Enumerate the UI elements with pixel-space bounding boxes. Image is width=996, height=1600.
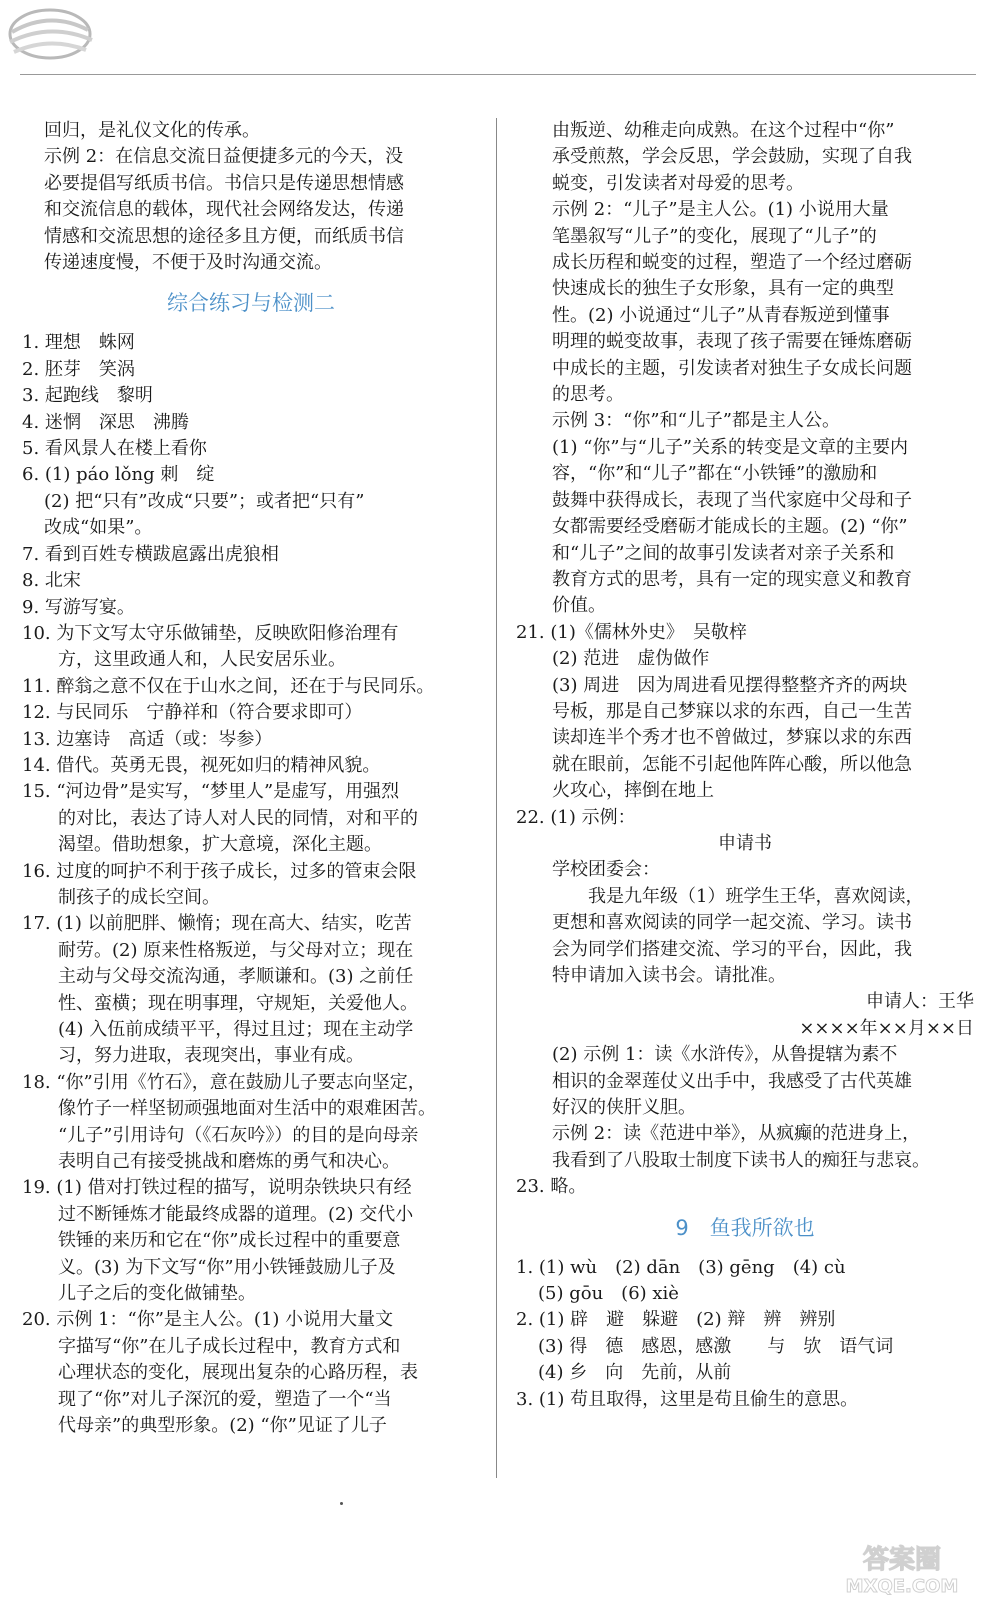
text-line: 5. 看风景人在楼上看你 bbox=[22, 438, 207, 460]
section-heading: 综合练习与检测二 bbox=[167, 291, 335, 316]
text-line: 表明自己有接受挑战和磨炼的勇气和决心。 bbox=[58, 1151, 400, 1173]
text-line: 示例 2：在信息交流日益便捷多元的今天，没 bbox=[44, 146, 404, 168]
text-line: 女都需要经受磨砺才能成长的主题。(2) “你” bbox=[552, 516, 908, 538]
text-line: 更想和喜欢阅读的同学一起交流、学习。读书 bbox=[552, 912, 912, 934]
text-line: (2) 示例 1：读《水浒传》，从鲁提辖为素不 bbox=[552, 1044, 898, 1066]
text-line: 4. 迷惘 深思 沸腾 bbox=[22, 411, 189, 433]
text-line: 13. 边塞诗 高适（或：岑参） bbox=[22, 728, 273, 750]
text-line: 传递速度慢，不便于及时沟通交流。 bbox=[44, 252, 332, 274]
text-line: 19. (1) 借对打铁过程的描写，说明杂铁块只有经 bbox=[22, 1177, 412, 1199]
text-line: 9. 写游写宴。 bbox=[22, 596, 135, 618]
text-line: 和交流信息的载体，现代社会网络发达，传递 bbox=[44, 199, 404, 221]
watermark-text: 答案圈 bbox=[862, 1545, 942, 1575]
text-line: 申请书 bbox=[718, 832, 772, 854]
text-line: (4) 入伍前成绩平平，得过且过；现在主动学 bbox=[58, 1019, 414, 1040]
text-line: (1) “你”与“儿子”关系的转变是文章的主要内 bbox=[552, 436, 909, 458]
scan-speck bbox=[340, 1502, 343, 1505]
text-line: 回归，是礼仪文化的传承。 bbox=[44, 120, 260, 141]
text-line: 16. 过度的呵护不利于孩子成长，过多的管束会限 bbox=[22, 860, 417, 882]
text-line: 特申请加入读书会。请批准。 bbox=[552, 965, 786, 986]
text-line: 代母亲”的典型形象。(2) “你”见证了儿子 bbox=[58, 1415, 387, 1437]
text-line: 12. 与民同乐 宁静祥和（符合要求即可） bbox=[22, 702, 363, 724]
text-line: 字描写“你”在儿子成长过程中，教育方式和 bbox=[58, 1335, 401, 1357]
text-line: 相识的金翠莲仗义出手中，我感受了古代英雄 bbox=[552, 1070, 912, 1092]
text-line: 中成长的主题，引发读者对独生子女成长问题 bbox=[552, 357, 912, 379]
right-column bbox=[516, 118, 974, 1413]
text-line: 示例 3：“你”和“儿子”都是主人公。 bbox=[552, 410, 840, 432]
text-line: 读却连半个秀才也不曾做过，梦寐以求的东西 bbox=[552, 727, 912, 749]
text-line: 示例 2：读《范进中举》，从疯癫的范进身上， bbox=[552, 1123, 921, 1145]
text-line: 和“儿子”之间的故事引发读者对亲子关系和 bbox=[552, 542, 895, 564]
text-line: 像竹子一样坚韧顽强地面对生活中的艰难困苦。 bbox=[58, 1098, 436, 1120]
text-line: “儿子”引用诗句（《石灰吟》）的目的是向母亲 bbox=[58, 1124, 419, 1146]
text-line: 就在眼前，怎能不引起他阵阵心酸，所以他急 bbox=[552, 753, 912, 775]
text-line: 容，“你”和“儿子”都在“小铁锤”的激励和 bbox=[552, 463, 878, 485]
text-line: 会为同学们搭建交流、学习的平台，因此，我 bbox=[552, 938, 912, 960]
text-line: 性。(2) 小说通过“儿子”从青春叛逆到懂事 bbox=[552, 304, 890, 326]
text-line: 快速成长的独生子女形象，具有一定的典型 bbox=[552, 278, 894, 300]
text-line: 学校团委会： bbox=[552, 859, 660, 881]
text-line: (2) 把“只有”改成“只要”；或者把“只有” bbox=[44, 490, 365, 512]
text-line: 性、蛮横；现在明事理，守规矩，关爱他人。 bbox=[58, 992, 418, 1014]
text-line: 义。(3) 为下文写“你”用小铁锤鼓励儿子及 bbox=[58, 1256, 396, 1278]
text-line: (2) 范进 虚伪做作 bbox=[552, 648, 710, 670]
text-line: 方，这里政通人和，人民安居乐业。 bbox=[58, 649, 346, 671]
text-line: 价值。 bbox=[552, 595, 606, 617]
text-line: 申请人：王华 bbox=[866, 991, 974, 1013]
text-line: 15. “河边骨”是实写，“梦里人”是虚写，用强烈 bbox=[22, 781, 400, 803]
text-line: 由叛逆、幼稚走向成熟。在这个过程中“你” bbox=[552, 120, 895, 141]
text-line: 7. 看到百姓专横跋扈露出虎狼相 bbox=[22, 543, 279, 565]
text-line: 必要提倡写纸质书信。书信只是传递思想情感 bbox=[44, 172, 404, 194]
text-line: 的思考。 bbox=[552, 384, 624, 406]
text-line: 23. 略。 bbox=[516, 1176, 587, 1198]
text-line: 明理的蜕变故事，表现了孩子需要在锤炼磨砺 bbox=[552, 331, 912, 353]
text-line: 改成“如果”。 bbox=[44, 517, 153, 539]
text-line: 蜕变，引发读者对母爱的思考。 bbox=[552, 172, 804, 194]
text-line: 2. (1) 辟 避 躲避 (2) 辩 辨 辨别 bbox=[516, 1309, 836, 1331]
text-line: 11. 醉翁之意不仅在于山水之间，还在于与民同乐。 bbox=[22, 675, 435, 697]
text-line: 渴望。借助想象，扩大意境，深化主题。 bbox=[58, 834, 382, 856]
text-line: 10. 为下文写太守乐做铺垫，反映欧阳修治理有 bbox=[22, 622, 399, 644]
text-line: 1. (1) wù (2) dān (3) gēng (4) cù bbox=[516, 1256, 846, 1278]
text-line: (3) 周进 因为周进看见摆得整整齐齐的两块 bbox=[552, 674, 908, 696]
text-line: 22. (1) 示例： bbox=[516, 806, 636, 828]
text-line: 现了“你”对儿子深沉的爱，塑造了一个“当 bbox=[58, 1388, 392, 1410]
text-line: 心理状态的变化，展现出复杂的心路历程，表 bbox=[58, 1362, 418, 1384]
text-line: 鼓舞中获得成长，表现了当代家庭中父母和子 bbox=[552, 489, 912, 511]
header-rule bbox=[20, 74, 976, 75]
column-divider bbox=[496, 118, 497, 1478]
text-line: 21. (1)《儒林外史》 吴敬梓 bbox=[516, 621, 747, 643]
text-line: 17. (1) 以前肥胖、懒惰；现在高大、结实，吃苦 bbox=[22, 913, 412, 935]
text-line: 主动与父母交流沟通，孝顺谦和。(3) 之前任 bbox=[58, 966, 414, 988]
text-line: 情感和交流思想的途径多且方便，而纸质书信 bbox=[44, 225, 404, 247]
text-line: (3) 得 德 感恩，感激 与 欤 语气词 bbox=[538, 1335, 894, 1357]
text-line: 3. (1) 苟且取得，这里是苟且偷生的意思。 bbox=[516, 1388, 859, 1410]
text-line: ××××年××月××日 bbox=[799, 1017, 974, 1039]
text-line: 笔墨叙写“儿子”的变化，展现了“儿子”的 bbox=[552, 225, 877, 247]
publisher-logo-icon bbox=[4, 4, 104, 70]
text-line: 习，努力进取，表现突出，事业有成。 bbox=[58, 1045, 364, 1067]
text-line: 制孩子的成长空间。 bbox=[58, 886, 220, 908]
text-line: 成长历程和蜕变的过程，塑造了一个经过磨砺 bbox=[552, 252, 912, 274]
text-line: 示例 2：“儿子”是主人公。(1) 小说用大量 bbox=[552, 199, 889, 221]
text-line: 号板，那是自己梦寐以求的东西，自己一生苦 bbox=[552, 700, 912, 722]
text-line: 过不断锤炼才能最终成器的道理。(2) 交代小 bbox=[58, 1203, 414, 1225]
watermark-url: MXQE.COM bbox=[845, 1576, 959, 1597]
text-line: 铁锤的来历和它在“你”成长过程中的重要意 bbox=[58, 1230, 401, 1252]
text-line: 教育方式的思考，具有一定的现实意义和教育 bbox=[552, 568, 912, 590]
text-line: 承受煎熬，学会反思，学会鼓励，实现了自我 bbox=[552, 146, 912, 168]
text-line: 我是九年级（1）班学生王华，喜欢阅读， bbox=[552, 885, 924, 907]
text-line: 的对比，表达了诗人对人民的同情，对和平的 bbox=[58, 807, 418, 829]
watermark-logo-icon bbox=[812, 1538, 992, 1598]
text-line: 耐劳。(2) 原来性格叛逆，与父母对立；现在 bbox=[58, 939, 414, 961]
section-heading: 9 鱼我所欲也 bbox=[675, 1215, 815, 1240]
text-line: 1. 理想 蛛网 bbox=[22, 332, 135, 354]
text-line: 3. 起跑线 黎明 bbox=[22, 385, 153, 407]
text-line: (5) gōu (6) xiè bbox=[538, 1283, 679, 1305]
left-column bbox=[22, 118, 480, 1440]
text-line: 14. 借代。英勇无畏，视死如归的精神风貌。 bbox=[22, 754, 381, 776]
text-line: 18. “你”引用《竹石》，意在鼓励儿子要志向坚定， bbox=[22, 1071, 426, 1093]
text-line: 好汉的侠肝义胆。 bbox=[552, 1097, 696, 1119]
text-line: 火攻心，摔倒在地上 bbox=[552, 780, 714, 802]
text-line: 20. 示例 1：“你”是主人公。(1) 小说用大量文 bbox=[22, 1309, 394, 1331]
text-line: 6. (1) páo lǒng 刺 绽 bbox=[22, 464, 215, 486]
text-line: 2. 胚芽 笑涡 bbox=[22, 358, 135, 380]
text-line: (4) 乡 向 先前，从前 bbox=[538, 1362, 732, 1384]
text-line: 儿子之后的变化做铺垫。 bbox=[58, 1283, 256, 1305]
text-line: 我看到了八股取士制度下读书人的痴狂与悲哀。 bbox=[552, 1149, 930, 1171]
text-line: 8. 北宋 bbox=[22, 570, 81, 592]
